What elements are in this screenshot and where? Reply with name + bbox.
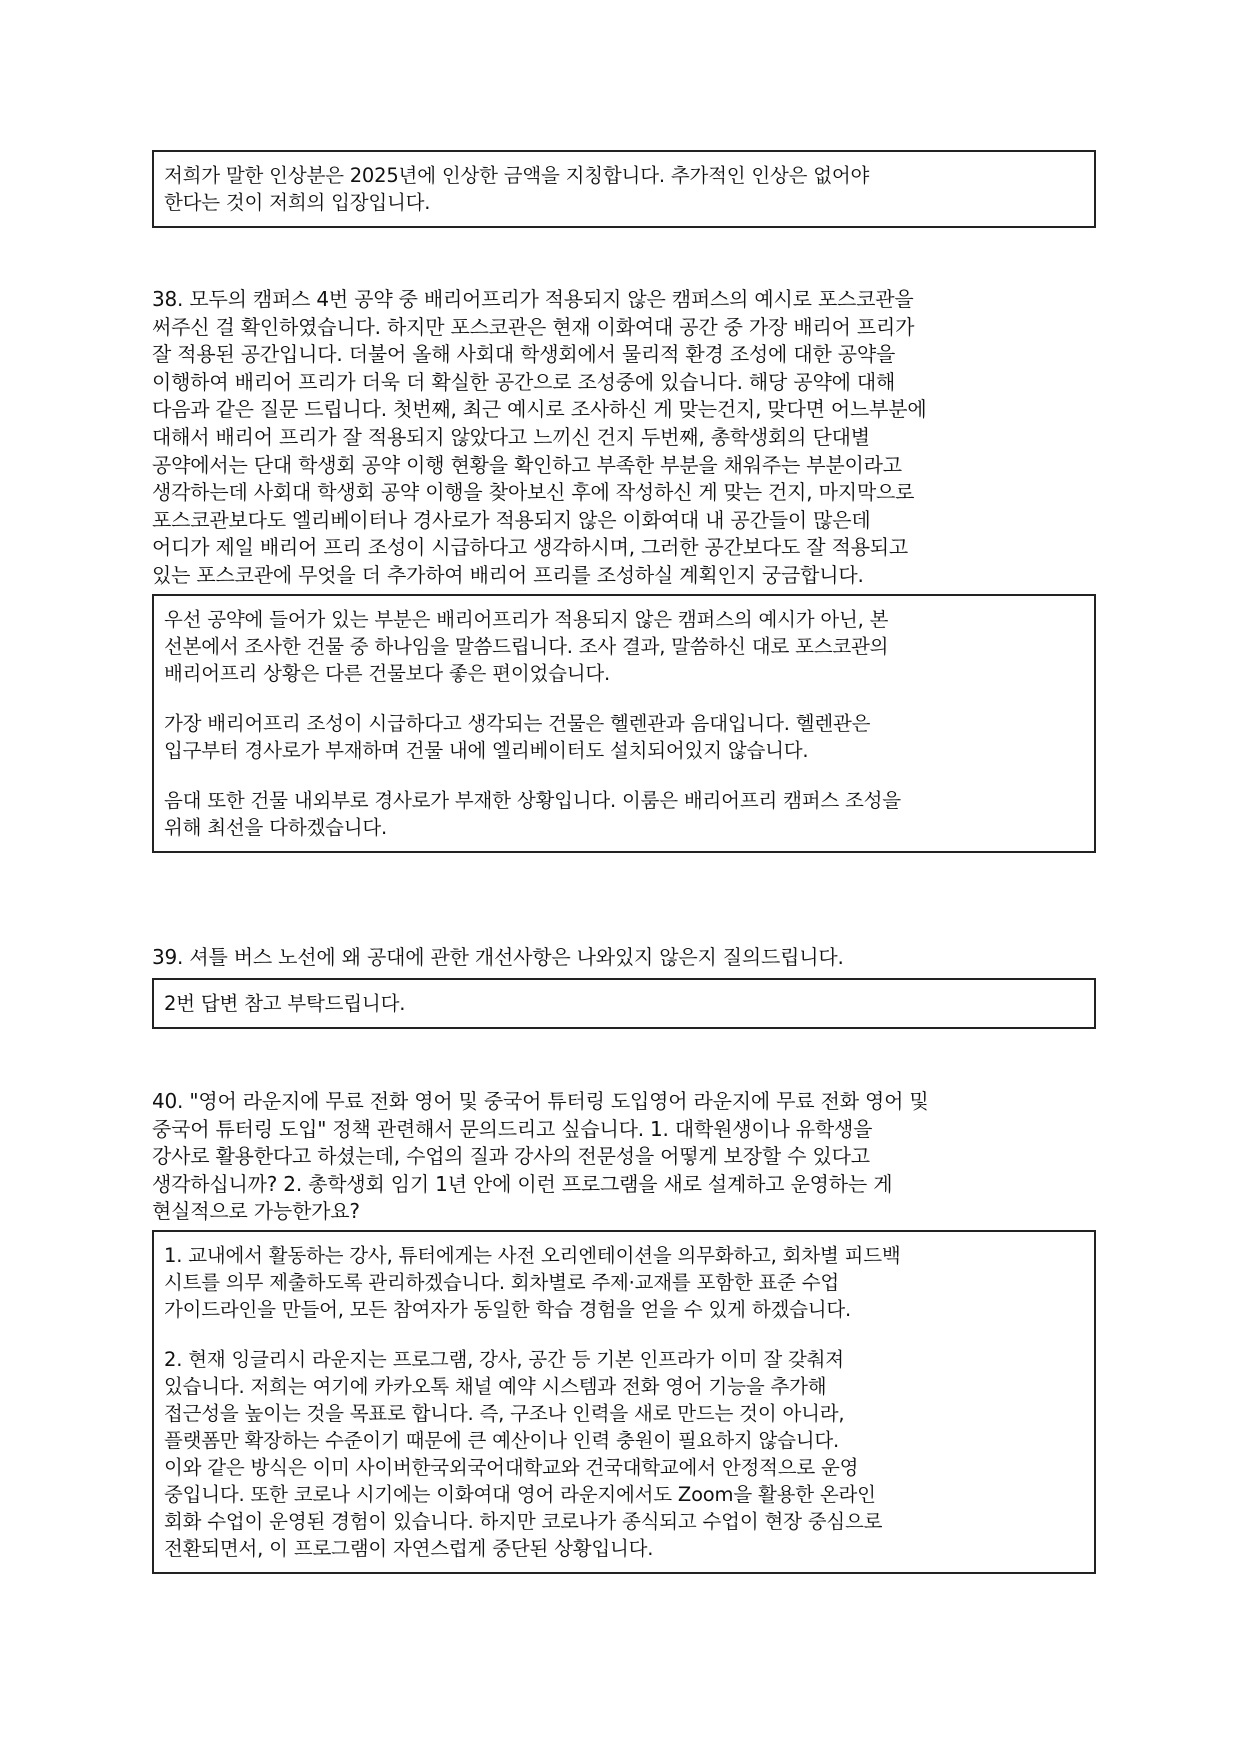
qa-item-40 — [152, 1088, 1096, 1574]
answer-box — [152, 1230, 1096, 1574]
answer-box — [152, 978, 1096, 1029]
answer-paragraph: 가장 배리어프리 조성이 시급하다고 생각되는 건물은 헬렌관과 음대입니다. 헬렌관은 입구부터 경사로가 부재하며 건물 내에 엘리베이터도 설치되어있지 않습니다. — [164, 711, 871, 762]
question-text: 40. "영어 라운지에 무료 전화 영어 및 중국어 튜터링 도입영어 라운지에 무료 전화 영어 및 중국어 튜터링 도입" 정책 관련해서 문의드리고 싶습니다. 1. 대학원생이나 유학생을 강사로 활용한다고 하셨는데, 수업의 질과 강사의 전문성을 어떻게 보장할 수 있다고 생각하십니까? 2. 총학생회 임기 1년 안에 이런 프로그램을 새로 설계하고 운영하는 게 현실적으로 가능한가요? — [152, 1089, 929, 1224]
question-text: 38. 모두의 캠퍼스 4번 공약 중 배리어프리가 적용되지 않은 캠퍼스의 예시로 포스코관을 써주신 걸 확인하였습니다. 하지만 포스코관은 현재 이화여대 공간 중 가장 배리어 프리가 잘 적용된 공간입니다. 더불어 올해 사회대 학생회에서 물리적 환경 조성에 대한 공약을 이행하여 배리어 프리가 더욱 더 확실한 공간으로 조성중에 있습니다. 해당 공약에 대해 다음과 같은 질문 드립니다. 첫번째, 최근 예시로 조사하신 게 맞는건지, 맞다면 어느부분에 대해서 배리어 프리가 잘 적용되지 않았다고 느끼신 건지 두번째, 총학생회의 단대별 공약에서는 단대 학생회 공약 이행 현황을 확인하고 부족한 부분을 채워주는 부분이라고 생각하는데 사회대 학생회 공약 이행을 찾아보신 후에 작성하신 게 맞는 건지, 마지막으로 포스코관보다도 엘리베이터나 경사로가 적용되지 않은 이화여대 내 공간들이 많은데 어디가 제일 배리어 프리 조성이 시급하다고 생각하시며, 그러한 공간보다도 잘 적용되고 있는 포스코관에 무엇을 더 추가하여 배리어 프리를 조성하실 계획인지 궁금합니다. — [152, 287, 927, 587]
answer-paragraph: 2번 답변 참고 부탁드립니다. — [164, 991, 406, 1015]
qa-item-39 — [152, 944, 1096, 1029]
question-text: 39. 셔틀 버스 노선에 왜 공대에 관한 개선사항은 나와있지 않은지 질의드립니다. — [152, 945, 844, 969]
qa-item-38 — [152, 286, 1096, 853]
answer-paragraph: 저희가 말한 인상분은 2025년에 인상한 금액을 지칭합니다. 추가적인 인상은 없어야 한다는 것이 저희의 입장입니다. — [164, 164, 870, 214]
answer-paragraph: 2. 현재 잉글리시 라운지는 프로그램, 강사, 공간 등 기본 인프라가 이미 잘 갖춰져 있습니다. 저희는 여기에 카카오톡 채널 예약 시스템과 전화 영어 기능을 추가해 접근성을 높이는 것을 목표로 합니다. 즉, 구조나 인력을 새로 만드는 것이 아니라, 플랫폼만 확장하는 수준이기 때문에 큰 예산이나 인력 충원이 필요하지 않습니다. 이와 같은 방식은 이미 사이버한국외국어대학교와 건국대학교에서 안정적으로 운영 중입니다. 또한 코로나 시기에는 이화여대 영어 라운지에서도 Zoom을 활용한 온라인 회화 수업이 운영된 경험이 있습니다. 하지만 코로나가 종식되고 수업이 현장 중심으로 전환되면서, 이 프로그램이 자연스럽게 중단된 상황입니다. — [164, 1347, 883, 1560]
answer-box — [152, 594, 1096, 853]
answer-paragraph: 1. 교내에서 활동하는 강사, 튜터에게는 사전 오리엔테이션을 의무화하고, 회차별 피드백 시트를 의무 제출하도록 관리하겠습니다. 회차별로 주제·교재를 포함한 표준 수업 가이드라인을 만들어, 모든 참여자가 동일한 학습 경험을 얻을 수 있게 하겠습니다. — [164, 1243, 901, 1321]
answer-paragraph: 우선 공약에 들어가 있는 부분은 배리어프리가 적용되지 않은 캠퍼스의 예시가 아닌, 본 선본에서 조사한 건물 중 하나임을 말씀드립니다. 조사 결과, 말씀하신 대로 포스코관의 배리어프리 상황은 다른 건물보다 좋은 편이었습니다. — [164, 607, 889, 685]
intro-answer-box — [152, 150, 1096, 228]
answer-paragraph: 음대 또한 건물 내외부로 경사로가 부재한 상황입니다. 이룸은 배리어프리 캠퍼스 조성을 위해 최선을 다하겠습니다. — [164, 788, 901, 839]
